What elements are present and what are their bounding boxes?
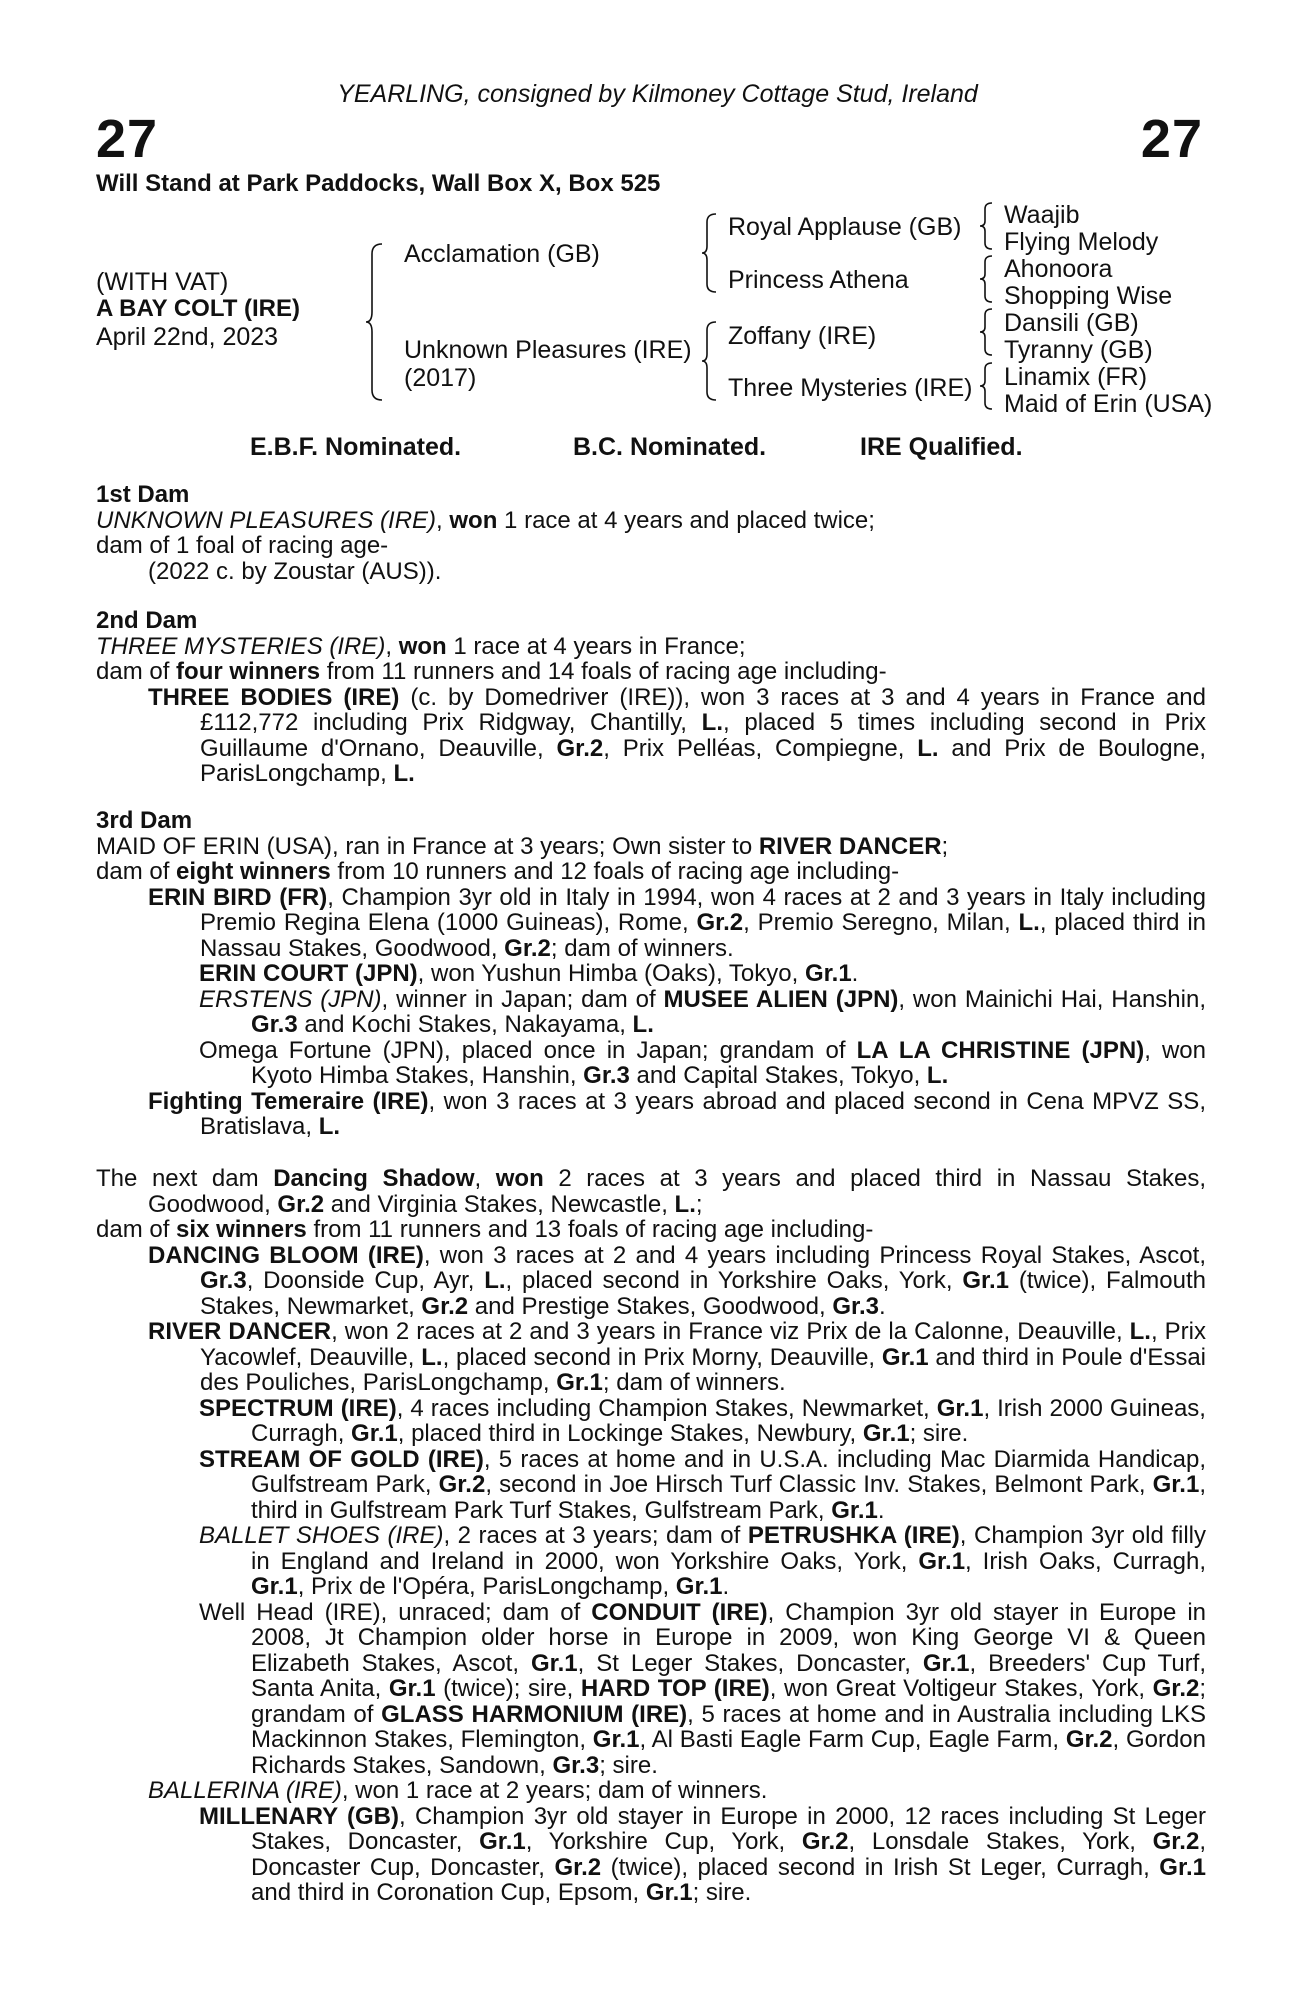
third-dam-section [96,808,1206,1140]
erin-court-entry: ERIN COURT (JPN), won Yushun Himba (Oaks), Tokyo, Gr.1. [199,960,859,987]
brace-ggs-1 [978,201,996,251]
brace-sire-dam [364,242,388,402]
ggs-4: Shopping Wise [1004,282,1173,310]
millenary-entry: MILLENARY (GB), Champion 3yr old stayer in Europe in 2000, 12 races including St Leger Stakes, Doncaster, Gr.1, Yorkshire Cup, York, Gr.2, Lonsdale Stakes, York, Gr.2, Doncaster Cup, Doncaster, Gr.2 (twice), placed second in Irish St Leger, Curragh, Gr.1 and third in Coronation Cup, Epsom, Gr.1; sire. [199,1802,1206,1906]
ggs-2: Flying Melody [1004,228,1159,256]
spectrum-entry: SPECTRUM (IRE), 4 races including Champion Stakes, Newmarket, Gr.1, Irish 2000 Guineas, Curragh, Gr.1, placed third in Lockinge Stakes, Newbury, Gr.1; sire. [199,1394,1206,1447]
consignment-line: YEARLING, consigned by Kilmoney Cottage Stud, Ireland [337,80,978,108]
ggs-3: Ahonoora [1004,255,1113,283]
vat-note: (WITH VAT) [96,268,229,296]
second-dam-heading: 2nd Dam [96,607,198,634]
third-dam-line: MAID OF ERIN (USA), ran in France at 3 years; Own sister to RIVER DANCER; [96,832,949,860]
erstens-entry: ERSTENS (JPN), winner in Japan; dam of MUSEE ALIEN (JPN), won Mainichi Hai, Hanshin, Gr.3 and Kochi Stakes, Nakayama, L. [199,985,1206,1038]
brace-ggs-2 [978,254,996,304]
lot-number-left: 27 [96,109,159,169]
stream-of-gold-entry: STREAM OF GOLD (IRE), 5 races at home and in U.S.A. including Mac Diarmida Handicap, Gulfstream Park, Gr.2, second in Joe Hirsch Turf Classic Inv. Stakes, Belmont Park, Gr.1, third in Gulfstream Park Turf Stakes, Gulfstream Park, Gr.1. [199,1445,1207,1524]
granddam-1: Princess Athena [728,266,909,294]
ggs-6: Tyranny (GB) [1004,336,1153,364]
dam-name: Unknown Pleasures (IRE) [404,336,692,364]
brace-ggs-4 [978,361,996,411]
third-dam-produce: dam of eight winners from 10 runners and 12 foals of racing age including- [96,858,900,885]
first-dam-produce: dam of 1 foal of racing age- [96,532,389,559]
ggs-7: Linamix (FR) [1004,363,1148,391]
ggs-1: Waajib [1004,201,1080,229]
first-dam-section [96,482,1206,584]
first-dam-heading: 1st Dam [96,481,190,508]
next-dam-section [96,1166,1206,1906]
well-head-entry: Well Head (IRE), unraced; dam of CONDUIT (IRE), Champion 3yr old stayer in Europe in 2008, Jt Champion older horse in Europe in 2009, won King George VI & Queen Elizabeth Stakes, Ascot, Gr.1, St Leger Stakes, Doncaster, Gr.1, Breeders' Cup Turf, Santa Anita, Gr.1 (twice); sire, HARD TOP (IRE), won Great Voltigeur Stakes, York, Gr.2; grandam of GLASS HARMONIUM (IRE), 5 races at home and in Australia including LKS Mackinnon Stakes, Flemington, Gr.1, Al Basti Eagle Farm Cup, Eagle Farm, Gr.2, Gordon Richards Stakes, Sandown, Gr.3; sire. [199,1598,1207,1779]
fighting-temeraire-entry: Fighting Temeraire (IRE), won 3 races at 3 years abroad and placed second in Cena MPVZ SS, Bratislava, L. [148,1087,1206,1140]
grandsire-1: Royal Applause (GB) [728,213,962,241]
second-dam-produce: dam of four winners from 11 runners and 14 foals of racing age including- [96,658,887,685]
ggs-8: Maid of Erin (USA) [1004,390,1213,418]
stand-location: Will Stand at Park Paddocks, Wall Box X, Box 525 [96,170,661,197]
bc-nominated: B.C. Nominated. [573,433,767,461]
foaling-date: April 22nd, 2023 [96,323,279,351]
omega-fortune-entry: Omega Fortune (JPN), placed once in Japan; grandam of LA LA CHRISTINE (JPN), won Kyoto Himba Stakes, Hanshin, Gr.3 and Capital Stakes, Tokyo, L. [199,1036,1206,1089]
ballerina-entry: BALLERINA (IRE), won 1 race at 2 years; dam of winners. [148,1777,768,1804]
erin-bird-entry: ERIN BIRD (FR), Champion 3yr old in Italy in 1994, won 4 races at 2 and 3 years in Italy including Premio Regina Elena (1000 Guineas), Rome, Gr.2, Premio Seregno, Milan, L., placed third in Nassau Stakes, Goodwood, Gr.2; dam of winners. [148,883,1206,962]
lot-number-right: 27 [1140,109,1203,169]
three-bodies-entry: THREE BODIES (IRE) (c. by Domedriver (IRE)), won 3 races at 3 and 4 years in France and £112,772 including Prix Ridgway, Chantilly, L., placed 5 times including second in Prix Guillaume d'Ornano, Deauville, Gr.2, Prix Pelléas, Compiegne, L. and Prix de Boulogne, ParisLongchamp, L. [148,683,1207,787]
next-dam-produce: dam of six winners from 11 runners and 13 foals of racing age including- [96,1216,874,1243]
river-dancer-entry: RIVER DANCER, won 2 races at 2 and 3 years in France viz Prix de la Calonne, Deauville, L., Prix Yacowlef, Deauville, L., placed second in Prix Morny, Deauville, Gr.1 and third in Poule d'Essai des Pouliches, ParisLongchamp, Gr.1; dam of winners. [148,1318,1207,1396]
third-dam-heading: 3rd Dam [96,807,193,834]
next-dam-line: The next dam Dancing Shadow, won 2 races at 3 years and placed third in Nassau Stakes, Goodwood, Gr.2 and Virginia Stakes, Newcastle, L.; [96,1165,1206,1218]
dam-year: (2017) [404,364,477,392]
second-dam-line: THREE MYSTERIES (IRE), won 1 race at 4 years in France; [96,632,746,660]
first-dam-line: UNKNOWN PLEASURES (IRE), won 1 race at 4 years and placed twice; [96,506,875,534]
brace-ggs-3 [978,307,996,357]
ballet-shoes-entry: BALLET SHOES (IRE), 2 races at 3 years; dam of PETRUSHKA (IRE), Champion 3yr old filly in England and Ireland in 2000, won Yorkshire Oaks, York, Gr.1, Irish Oaks, Curragh, Gr.1, Prix de l'Opéra, ParisLongchamp, Gr.1. [199,1522,1207,1600]
brace-sire-parents [700,212,720,294]
dancing-bloom-entry: DANCING BLOOM (IRE), won 3 races at 2 and 4 years including Princess Royal Stakes, Ascot, Gr.3, Doonside Cup, Ayr, L., placed second in Yorkshire Oaks, York, Gr.1 (twice), Falmouth Stakes, Newmarket, Gr.2 and Prestige Stakes, Goodwood, Gr.3. [148,1241,1206,1320]
first-dam-foal: (2022 c. by Zoustar (AUS)). [148,557,442,585]
sire-name: Acclamation (GB) [404,240,600,268]
brace-dam-parents [700,320,720,402]
granddam-2: Three Mysteries (IRE) [728,374,973,402]
second-dam-section [96,608,1206,787]
ggs-5: Dansili (GB) [1004,309,1139,337]
grandsire-2: Zoffany (IRE) [728,322,877,350]
ire-qualified: IRE Qualified. [860,433,1023,461]
ebf-nominated: E.B.F. Nominated. [250,433,462,461]
horse-name: A BAY COLT (IRE) [96,295,301,322]
